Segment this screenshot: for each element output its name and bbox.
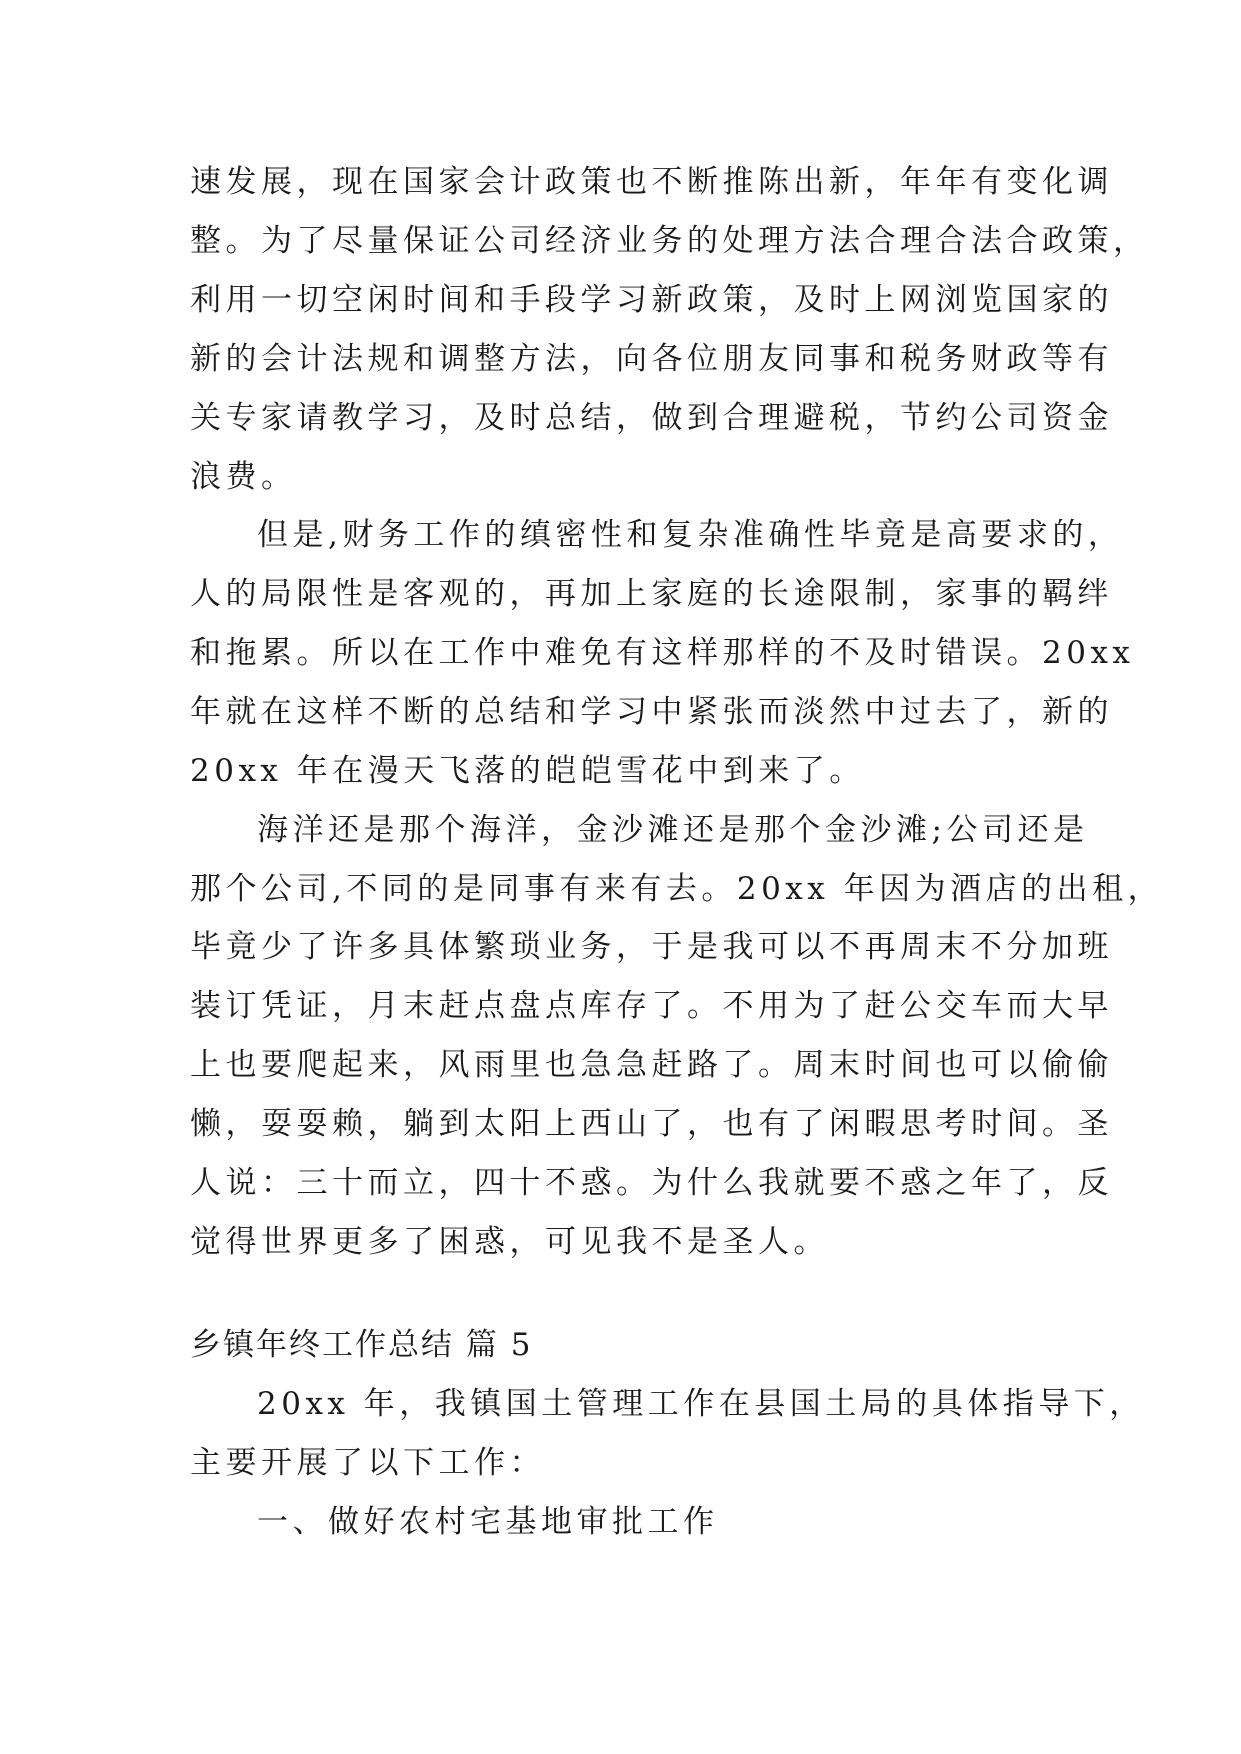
text-line: 20xx 年在漫天飞落的皑皑雪花中到来了。 [190, 753, 865, 789]
text-line: 上也要爬起来，风雨里也急急赶路了。周末时间也可以偷偷 [190, 1047, 1113, 1083]
text-line: 利用一切空闲时间和手段学习新政策，及时上网浏览国家的 [190, 282, 1113, 318]
text-line: 懒，耍耍赖，躺到太阳上西山了，也有了闲暇思考时间。圣 [190, 1106, 1113, 1142]
subheading: 一、做好农村宅基地审批工作 [257, 1504, 719, 1540]
text-line: 20xx 年，我镇国土管理工作在县国土局的具体指导下， [257, 1386, 1145, 1422]
text-line: 新的会计法规和调整方法，向各位朋友同事和税务财政等有 [190, 341, 1113, 377]
text-line: 浪费。 [190, 459, 297, 495]
text-line: 但是,财务工作的缜密性和复杂准确性毕竟是高要求的， [257, 517, 1124, 553]
text-line: 主要开展了以下工作： [190, 1445, 545, 1481]
text-line: 海洋还是那个海洋，金沙滩还是那个金沙滩;公司还是 [257, 812, 1089, 848]
text-line: 年就在这样不断的总结和学习中紧张而淡然中过去了，新的 [190, 694, 1113, 730]
text-line: 觉得世界更多了困惑，可见我不是圣人。 [190, 1224, 829, 1260]
text-line: 整。为了尽量保证公司经济业务的处理方法合理合法合政策， [190, 223, 1149, 259]
text-line: 速发展，现在国家会计政策也不断推陈出新，年年有变化调 [190, 164, 1113, 200]
text-line: 关专家请教学习，及时总结，做到合理避税，节约公司资金 [190, 400, 1113, 436]
text-line: 人说：三十而立，四十不惑。为什么我就要不惑之年了，反 [190, 1165, 1113, 1201]
section-heading: 乡镇年终工作总结 篇 5 [190, 1327, 533, 1363]
text-line: 人的局限性是客观的，再加上家庭的长途限制，家事的羁绊 [190, 576, 1113, 612]
text-line: 毕竟少了许多具体繁琐业务，于是我可以不再周末不分加班 [190, 929, 1113, 965]
text-line: 装订凭证，月末赶点盘点库存了。不用为了赶公交车而大早 [190, 988, 1113, 1024]
text-line: 和拖累。所以在工作中难免有这样那样的不及时错误。20xx [190, 635, 1135, 671]
text-line: 那个公司,不同的是同事有来有去。20xx 年因为酒店的出租， [190, 871, 1164, 907]
